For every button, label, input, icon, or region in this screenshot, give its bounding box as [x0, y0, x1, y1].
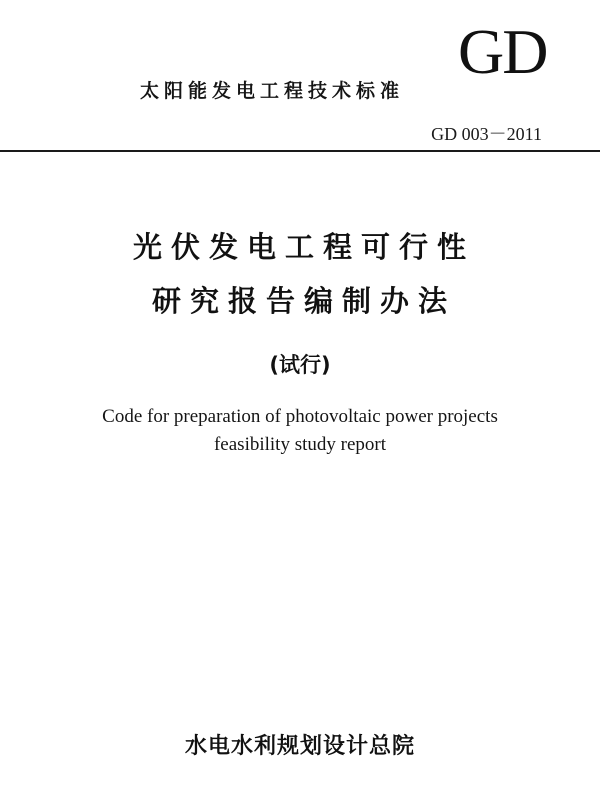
main-title-line-2: 研究报告编制办法 [151, 284, 456, 318]
publisher-name: 水电水利规划设计总院 [184, 734, 415, 759]
main-title [0, 230, 600, 318]
main-title-line-1: 光伏发电工程可行性 [132, 230, 475, 264]
trial-note: (试行) [269, 353, 331, 377]
header-divider [0, 150, 600, 152]
gd-logo: GD [458, 16, 547, 87]
english-title [0, 403, 600, 459]
standard-number: GD 003－2011 [431, 124, 542, 144]
english-title-line-2: feasibility study report [213, 434, 387, 455]
english-title-line-1: Code for preparation of photovoltaic power projects [102, 406, 498, 427]
series-title: 太阳能发电工程技术标准 [140, 80, 405, 102]
